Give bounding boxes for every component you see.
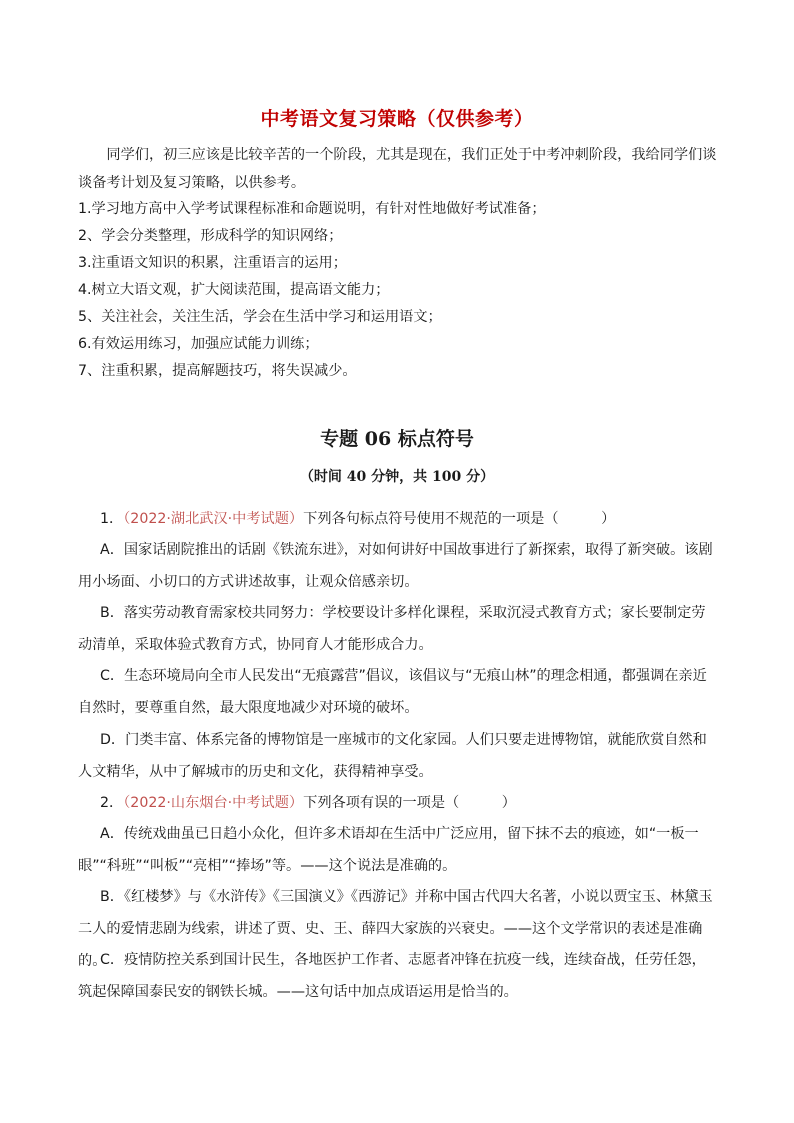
question-number: 2． [100, 795, 124, 811]
question-source: （2022·山东烟台·中考试题） [123, 795, 304, 811]
question-source: （2022·湖北武汉·中考试题） [123, 511, 304, 527]
intro-paragraph: 同学们，初三应该是比较辛苦的一个阶段，尤其是现在，我们正处于中考冲刺阶段，我给同学们谈谈备考计划及复习策略，以供参考。 [78, 147, 717, 191]
question-1-option-c: C．生态环境局向全市人民发出“无痕露营”倡议，该倡议与“无痕山林”的理念相通，都强调在亲近自然时，要尊重自然，最大限度地减少对环境的破坏。 [78, 668, 707, 716]
strategy-item: 6.有效运用练习，加强应试能力训练； [78, 336, 319, 352]
strategy-item: 3.注重语文知识的积累，注重语言的运用； [78, 255, 347, 271]
question-1-option-d: D．门类丰富、体系完备的博物馆是一座城市的文化家园。人们只要走进博物馆，就能欣赏自然和人文精华，从中了解城市的历史和文化，获得精神享受。 [78, 732, 707, 780]
question-2-option-c: C．疫情防控关系到国计民生，各地医护工作者、志愿者冲锋在抗疫一线，连续奋战，任劳任怨，筑起保障国泰民安的钢铁长城。——这句话中加点成语运用是恰当的。 [78, 952, 706, 1000]
page-title: 中考语文复习策略（仅供参考） [260, 108, 534, 130]
strategy-item: 2、学会分类整理，形成科学的知识网络； [78, 228, 343, 244]
question-2-option-a: A．传统戏曲虽已日趋小众化，但许多术语却在生活中广泛应用，留下抹不去的痕迹，如“一板一眼”“科班”“叫板”“亮相”“捧场”等。——这个说法是准确的。 [78, 826, 699, 874]
strategy-item: 5、关注社会，关注生活，学会在生活中学习和运用语文； [78, 309, 442, 325]
question-stem: 下列各句标点符号使用不规范的一项是（ ） [303, 511, 616, 527]
question-2-stem-line [100, 787, 718, 819]
section-title: 专题 06 标点符号 [320, 428, 474, 450]
strategy-item: 1.学习地方高中入学考试课程标准和命题说明，有针对性地做好考试准备； [78, 201, 546, 217]
question-stem: 下列各项有误的一项是（ ） [303, 795, 516, 811]
question-2-option-b: B．《红楼梦》与《水浒传》《三国演义》《西游记》并称中国古代四大名著，小说以贾宝玉、林黛玉二人的爱情悲剧为线索，讲述了贾、史、王、薛四大家族的兴衰史。——这个文学常识的表述是准确的。 [78, 889, 713, 969]
strategy-item: 7、注重积累，提高解题技巧，将失误减少。 [78, 363, 357, 379]
question-1-stem-line [100, 503, 718, 535]
strategy-item: 4.树立大语文观，扩大阅读范围，提高语文能力； [78, 282, 390, 298]
question-1-option-a: A．国家话剧院推出的话剧《铁流东进》，对如何讲好中国故事进行了新探索，取得了新突破。该剧用小场面、小切口的方式讲述故事，让观众倍感亲切。 [78, 542, 713, 590]
question-1-option-b: B．落实劳动教育需家校共同努力：学校要设计多样化课程，采取沉浸式教育方式；家长要制定劳动清单，采取体验式教育方式，协同育人才能形成合力。 [78, 605, 706, 653]
section-subtitle: （时间 40 分钟，共 100 分） [299, 469, 495, 485]
question-number: 1． [100, 511, 124, 527]
